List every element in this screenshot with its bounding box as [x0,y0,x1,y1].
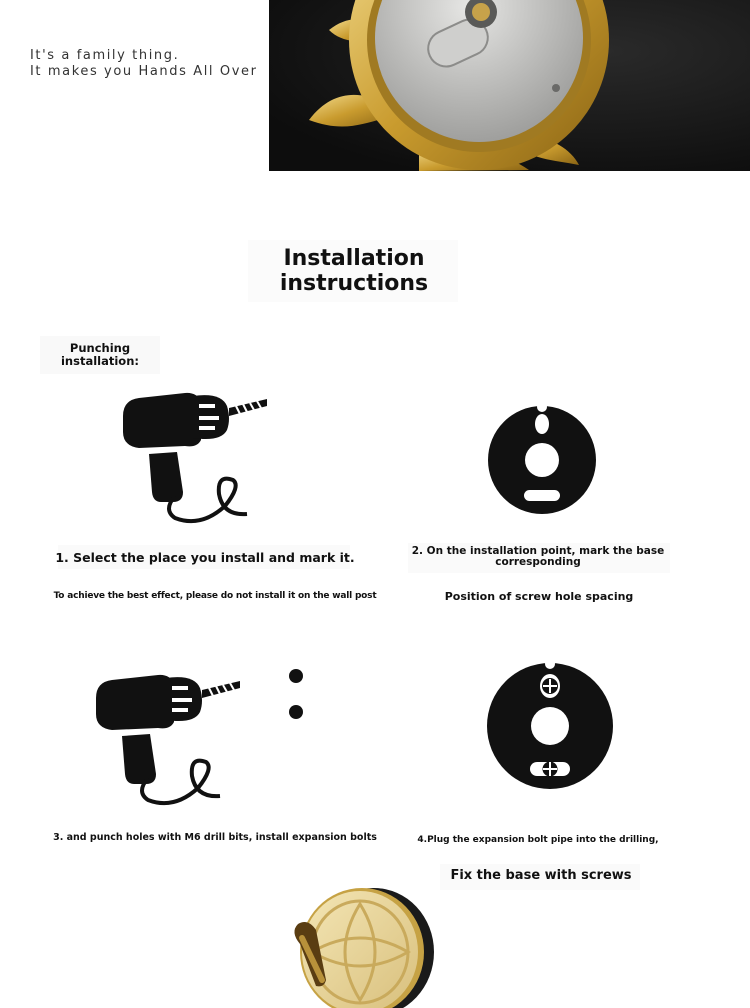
subtitle-line2: installation: [60,353,139,368]
step3-caption: 3. and punch holes with M6 drill bits, install expansion bolts [53,832,377,843]
product-hero-image [269,0,750,171]
base-plate-icon [486,404,598,516]
step2-caption-line2: corresponding [495,556,581,568]
step2-caption-line1: 2. On the installation point, mark the base [411,545,665,557]
step4-note: Fix the base with screws [450,868,632,883]
section-subtitle [40,342,160,367]
step2-note: Position of screw hole spacing [444,590,634,603]
drill-icon [88,670,248,810]
step4-caption: 4.Plug the expansion bolt pipe into the drilling, [417,835,659,845]
product-closeup-illustration [269,0,750,171]
step1-note: To achieve the best effect, please do not install it on the wall post [53,591,377,601]
section-title-line1: Installation [283,246,425,271]
tagline [30,48,258,80]
step2-caption [400,546,676,568]
tagline-line2: It makes you Hands All Over [30,64,258,79]
section-title-line2: instructions [279,271,429,296]
drill-icon [115,388,275,528]
drill-holes-icon [288,668,306,722]
base-plate-screws-icon [486,662,616,792]
subtitle-line1: Punching [69,341,131,355]
installed-hook-product-image [286,884,436,1008]
step1-caption: 1. Select the place you install and mark it. [55,550,355,565]
tagline-line1: It's a family thing. [30,48,180,63]
section-title [248,246,460,296]
